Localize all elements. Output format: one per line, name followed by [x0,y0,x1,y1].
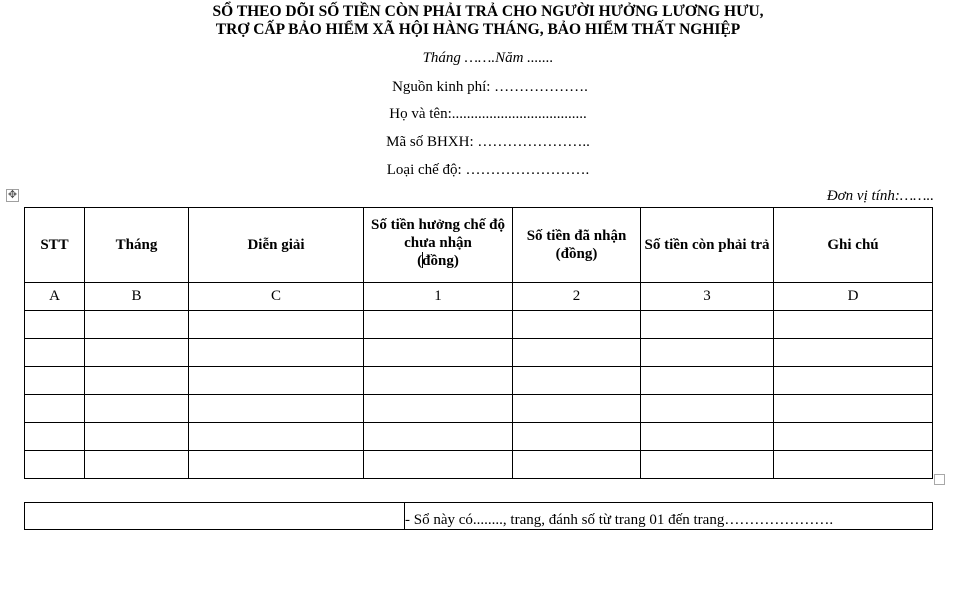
table-cell[interactable] [364,367,513,395]
table-cell[interactable] [513,395,641,423]
code-cell[interactable]: B [85,283,189,311]
table-cell[interactable] [513,451,641,479]
table-cell[interactable] [25,367,85,395]
table-cell[interactable] [774,423,933,451]
table-cell[interactable] [513,423,641,451]
resize-handle-icon[interactable] [934,474,945,485]
table-cell[interactable] [85,367,189,395]
table-cell[interactable] [189,311,364,339]
table-cell[interactable] [774,367,933,395]
table-row [25,339,933,367]
footer-row [25,503,933,530]
table-row [25,311,933,339]
title-line-1: SỔ THEO DÕI SỐ TIỀN CÒN PHẢI TRẢ CHO NGƯỜI HƯỞNG LƯƠNG HƯU, [212,3,764,20]
header-unreceived-text: Số tiền hưởng chế độ chưa nhận [371,217,505,251]
table-cell[interactable] [513,339,641,367]
table-cell[interactable] [513,367,641,395]
table-cell[interactable] [189,451,364,479]
code-cell[interactable]: 1 [364,283,513,311]
table-cell[interactable] [641,311,774,339]
table-row [25,451,933,479]
document-title [0,3,976,39]
table-cell[interactable] [774,339,933,367]
table-cell[interactable] [189,367,364,395]
header-unreceived-amount[interactable]: Số tiền hưởng chế độ chưa nhận (đồng) [364,208,513,283]
table-cell[interactable] [774,451,933,479]
header-received-amount[interactable]: Số tiền đã nhận (đồng) [513,208,641,283]
table-cell[interactable] [641,423,774,451]
code-cell[interactable]: 2 [513,283,641,311]
table-cell[interactable] [189,395,364,423]
footer-page-count-note[interactable]: - Sổ này có........, trang, đánh số từ trang 01 đến trang…………………. [405,503,933,530]
table-cell[interactable] [25,339,85,367]
header-description[interactable]: Diễn giải [189,208,364,283]
table-cell[interactable] [25,311,85,339]
title-line-2: TRỢ CẤP BẢO HIỂM XÃ HỘI HÀNG THÁNG, BẢO HIỂM THẤT NGHIỆP [215,21,741,38]
table-cell[interactable] [85,395,189,423]
table-cell[interactable] [364,339,513,367]
full-name-line: Họ và tên:.................................... [389,106,587,122]
header-month[interactable]: Tháng [85,208,189,283]
tracking-table [24,207,933,479]
table-cell[interactable] [25,451,85,479]
footer-left-cell[interactable] [25,503,405,530]
column-code-row [25,283,933,311]
bhxh-code-line: Mã số BHXH: ………………….. [386,134,590,150]
code-cell[interactable]: 3 [641,283,774,311]
table-row [25,367,933,395]
code-cell[interactable]: D [774,283,933,311]
table-cell[interactable] [641,367,774,395]
unit-label: Đơn vị tính:…….. [826,188,934,204]
footer-table [24,502,933,530]
period-line: Tháng …….Năm ....... [422,50,554,66]
funding-source-line: Nguồn kinh phí: ………………. [392,79,588,95]
header-notes[interactable]: Ghi chú [774,208,933,283]
table-row [25,423,933,451]
table-cell[interactable] [641,395,774,423]
table-row [25,395,933,423]
code-cell[interactable]: C [189,283,364,311]
table-cell[interactable] [189,423,364,451]
move-icon[interactable]: ✥ [7,189,18,201]
header-remaining-amount[interactable]: Số tiền còn phải trả [641,208,774,283]
table-cell[interactable] [85,311,189,339]
table-cell[interactable] [189,339,364,367]
benefit-type-line: Loại chế độ: ……………………. [386,162,590,178]
table-cell[interactable] [25,423,85,451]
table-cell[interactable] [774,395,933,423]
table-cell[interactable] [364,311,513,339]
table-cell[interactable] [364,423,513,451]
table-cell[interactable] [364,395,513,423]
table-cell[interactable] [25,395,85,423]
table-cell[interactable] [774,311,933,339]
table-cell[interactable] [513,311,641,339]
header-row [25,208,933,283]
table-cell[interactable] [641,339,774,367]
table-cell[interactable] [85,451,189,479]
table-cell[interactable] [641,451,774,479]
table-cell[interactable] [85,339,189,367]
table-cell[interactable] [85,423,189,451]
code-cell[interactable]: A [25,283,85,311]
header-stt[interactable]: STT [25,208,85,283]
table-cell[interactable] [364,451,513,479]
